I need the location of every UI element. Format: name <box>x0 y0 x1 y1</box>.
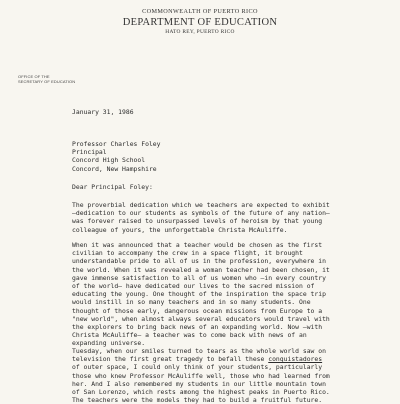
paragraph-line: colleague of yours, the unforgettable Christa McAuliffe. <box>72 225 288 234</box>
paragraph-line: understandable pride to all of us in the profession, everywhere in <box>72 257 326 266</box>
paragraph-line: thought of those early, dangerous ocean missions from Europe to a <box>72 306 323 315</box>
address-line: Professor Charles Foley <box>72 140 161 148</box>
paragraph-3 <box>72 347 330 404</box>
paragraph-line: Christa McAuliffe— a teacher was to come back with news of an <box>72 331 307 340</box>
paragraph-line: was forever raised to unsurpassed levels of heroism by that young <box>72 217 323 226</box>
paragraph-line: the explorers to bring back news of an expanding world. Now —with <box>72 323 323 332</box>
paragraph-1 <box>72 201 330 234</box>
letterhead <box>0 8 400 36</box>
letterhead-department: DEPARTMENT OF EDUCATION <box>122 17 278 28</box>
paragraph-line <box>72 355 330 363</box>
paragraph-line-text: television the first great tragedy to befall these <box>72 355 269 364</box>
paragraph-line: "new world", when almost always several educators would travel with <box>72 314 330 323</box>
paragraph-2 <box>72 241 330 348</box>
address-line: Concord High School <box>72 156 146 165</box>
salutation: Dear Principal Foley: <box>72 183 153 191</box>
paragraph-line: The proverbial dedication which we teachers are expected to exhibit <box>72 201 330 209</box>
paragraph-line: of the world— have dedicated our lives to the sacred mission of <box>72 282 315 291</box>
paragraph-line: civilian to accompany the crew in a space flight, it brought <box>72 249 303 258</box>
office-line-1: OFFICE OF THE <box>18 74 50 79</box>
paragraph-line: would instill in so many teachers and in so many students. One <box>72 298 311 307</box>
underlined-word: conquistadores <box>268 355 323 364</box>
paragraph-line: of outer space, I could only think of your students, particularly <box>72 363 323 372</box>
paragraph-line: When it was announced that a teacher would be chosen as the first <box>72 241 323 249</box>
paragraph-line: —dedication to our students as symbols of the future of any nation— <box>72 209 330 218</box>
paragraph-line: her. And I also remembered my students in our little mountain town <box>72 379 326 388</box>
office-label <box>18 74 75 84</box>
paragraph-line: gave immense satisfaction to all of us women who —in every country <box>72 273 326 282</box>
paragraph-line: expanding universe. <box>72 339 146 348</box>
paragraph-line: educating the young. One thought of the inspiration the space trip <box>72 290 326 299</box>
letter-date: January 31, 1986 <box>72 108 134 116</box>
paragraph-line: the world. When it was revealed a woman teacher had been chosen, it <box>72 265 330 274</box>
paragraph-line: of San Lorenzo, which rests among the highest peaks in Puerto Rico. <box>72 388 330 397</box>
address-line: Concord, New Hampshire <box>72 164 157 173</box>
letterhead-commonwealth: COMMONWEALTH OF PUERTO RICO <box>142 8 258 15</box>
office-line-2: SECRETARY OF EDUCATION <box>18 79 76 84</box>
paragraph-line: The teachers were the models they had to build a fruitful future. <box>72 396 323 404</box>
letterhead-location: HATO REY, PUERTO RICO <box>165 29 235 35</box>
recipient-address <box>72 140 161 173</box>
paragraph-line: Tuesday, when our smiles turned to tears as the whole world saw on <box>72 347 326 355</box>
paragraph-line: those who knew Professor McAuliffe well, those who had learned from <box>72 371 330 380</box>
address-line: Principal <box>72 148 107 157</box>
